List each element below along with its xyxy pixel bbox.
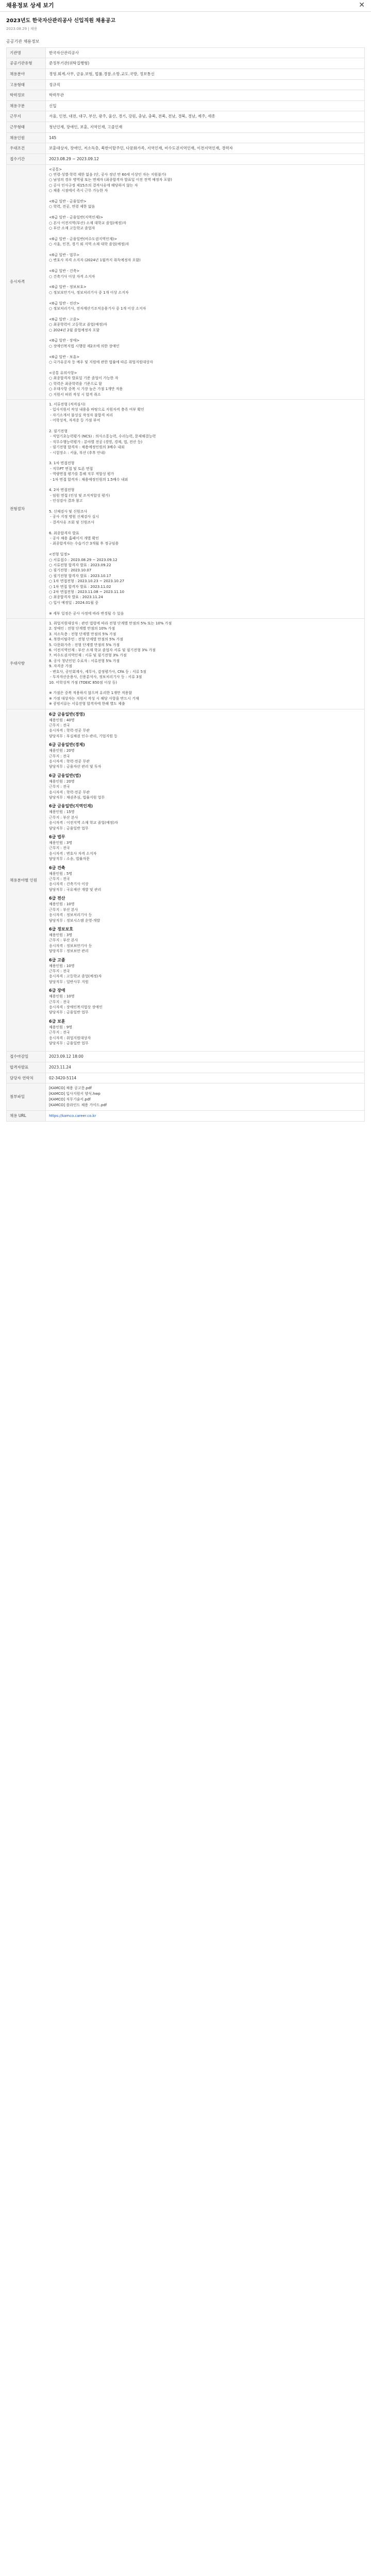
preference-line: 10. 어학성적 가점 (TOEIC 850점 이상 등) <box>49 680 117 685</box>
selection-line: - 직무PT 면접 및 토론 면접 <box>49 466 93 471</box>
row-count <box>7 132 365 143</box>
grade-detail-line: 담당직무 : 금융일반 업무 <box>49 826 89 831</box>
qualification-line: <6급 일반 - 고졸> <box>49 317 80 321</box>
row-type <box>7 58 365 69</box>
selection-line: - 어학성적, 자격증 등 가점 부여 <box>49 418 100 423</box>
contact-label: 담당자 연락처 <box>7 1073 46 1083</box>
period-value: 2023.08.29 ~ 2023.09.12 <box>46 154 365 164</box>
page-title: 채용정보 상세 보기 <box>6 2 54 9</box>
row-period <box>7 154 365 164</box>
qualification-line: <6급 일반 - 금융일반(비수도권지역인재)> <box>49 236 117 241</box>
selection-line: 3. 1차 면접전형 <box>49 461 75 466</box>
grade-detail-line: 응시자격 : 취업지원대상자 <box>49 1036 91 1040</box>
row-url <box>7 1111 365 1122</box>
grade-block <box>49 957 361 985</box>
grade-detail-line: 담당직무 : 금융일반 업무 <box>49 1041 89 1045</box>
attachment-link[interactable]: [KAMCO] 입사지원서 양식.hwp <box>49 1092 100 1096</box>
qualification-line: ○ 장애인복지법 시행령 제2조에 의한 장애인 <box>49 344 120 348</box>
qualification-line: ○ 국가유공자 등 예우 및 지원에 관한 법률에 따른 취업지원대상자 <box>49 360 153 365</box>
row-grades <box>7 709 365 1052</box>
grade-title: 6급 정보보호 <box>49 926 73 931</box>
blank-line <box>49 504 361 509</box>
pref-value: 보훈대상자, 장애인, 저소득층, 북한이탈주민, 다문화가족, 지역인재, 비수도권지역인재, 이전지역인재, 경력자 <box>46 143 365 154</box>
job-value: 경영.회계.사무, 금융.보험, 법률.경찰.소방.교도.국방, 정보통신 <box>46 69 365 79</box>
preference-line: 5. 다문화가족 : 전형 단계별 만점의 5% 가점 <box>49 642 120 647</box>
preference-line: ※ 증빙서류는 서류전형 합격자에 한해 별도 제출 <box>49 702 125 706</box>
selection-line: ○ 1차 면접전형 : 2023.10.23 ~ 2023.10.27 <box>49 579 125 584</box>
qualification-line: <6급 일반 - 법무> <box>49 253 80 258</box>
attachment-link[interactable]: [KAMCO] 직무기술서.pdf <box>49 1097 91 1102</box>
grade-title: 6급 금융일반(경제) <box>49 742 85 748</box>
notice-meta: 2023.08.29 | 채용 <box>6 26 38 31</box>
location-label: 근무지 <box>7 111 46 122</box>
row-hire-type <box>7 100 365 111</box>
grade-detail-line: 근무지 : 부산 본사 <box>49 815 78 820</box>
grade-detail-line: 근무지 : 전국 <box>49 754 70 758</box>
org-label: 기관명 <box>7 47 46 58</box>
blank-line <box>49 333 361 338</box>
preference-body <box>46 619 365 709</box>
selection-line: - 자기소개서 불성실 작성자 불합격 처리 <box>49 413 113 417</box>
grade-block <box>49 834 361 862</box>
grade-detail-line: 담당직무 : 일반사무 지원 <box>49 979 89 984</box>
grade-detail-line: 채용인원 : 10명 <box>49 963 75 968</box>
grade-block <box>49 895 361 923</box>
qualification-line: ○ 공사 인사규정 제15조의 결격사유에 해당하지 않는 자 <box>49 183 138 188</box>
hire-type-label: 채용구분 <box>7 100 46 111</box>
attachment-link[interactable]: [KAMCO] 채용 공고문.pdf <box>49 1086 92 1091</box>
selection-line: ○ 서류전형 합격자 발표 : 2023.09.22 <box>49 563 111 567</box>
blank-line <box>49 455 361 461</box>
grade-block <box>49 1019 361 1046</box>
preference-line: 4. 북한이탈주민 : 전형 단계별 만점의 5% 가점 <box>49 637 123 642</box>
selection-body <box>46 399 365 618</box>
selection-line: - 직무수행능력평가 : 분야별 전공 (경영, 경제, 법, 전산 등) <box>49 439 143 444</box>
qualification-line: ○ 건축기사 이상 자격 소지자 <box>49 274 95 279</box>
form-label: 고용형태 <box>7 79 46 90</box>
grade-block <box>49 773 361 801</box>
blank-line <box>49 349 361 354</box>
qualification-line: <공통 유의사항> <box>49 370 77 375</box>
blank-line <box>49 685 361 690</box>
row-files <box>7 1083 365 1111</box>
qualification-line: <6급 일반 - 전산> <box>49 301 80 306</box>
selection-line: ○ 필기전형 : 2023.10.07 <box>49 568 92 573</box>
selection-lines <box>49 402 361 616</box>
grade-detail-line: 근무지 : 부산 본사 <box>49 938 78 943</box>
row-form <box>7 79 365 90</box>
row-job <box>7 69 365 79</box>
grade-detail-line: 담당직무 : 금융일반 업무 <box>49 1010 89 1015</box>
qualification-line: ○ 남성의 경우 병역필 또는 면제자 (최종합격자 발표일 이전 전역 예정자 포함) <box>49 178 172 182</box>
contact-value: 02-3420-5114 <box>46 1073 365 1083</box>
blank-line <box>49 482 361 487</box>
announce-value: 2023.11.24 <box>46 1062 365 1073</box>
grade-block <box>49 711 361 739</box>
location-value: 서울, 인천, 대전, 대구, 부산, 광주, 울산, 경기, 강원, 충남, 충북, 전북, 전남, 경북, 경남, 제주, 세종 <box>46 111 365 122</box>
blank-line <box>49 231 361 236</box>
grade-detail-line: 응시자격 : 학력·전공 무관 <box>49 728 90 733</box>
grade-title: 6급 고졸 <box>49 957 65 962</box>
grade-detail-line: 채용인원 : 3명 <box>49 841 73 845</box>
grade-detail-line: 응시자격 : 학력·전공 무관 <box>49 790 90 794</box>
grade-title: 6급 금융일반(법) <box>49 773 81 778</box>
recruit-info-table <box>6 47 365 1122</box>
qualification-line: ○ 지원서 허위 작성 시 합격 취소 <box>49 392 101 397</box>
preference-lines <box>49 621 361 706</box>
hire-type-value: 신입 <box>46 100 365 111</box>
attachment-list <box>49 1086 361 1108</box>
grade-title: 6급 금융일반(지역인재) <box>49 804 93 809</box>
selection-line: 6. 최종합격자 발표 <box>49 531 79 535</box>
grade-detail-line: 채용인원 : 10명 <box>49 994 75 999</box>
grade-title: 6급 건축 <box>49 865 65 870</box>
type-label: 공공기관유형 <box>7 58 46 69</box>
grade-title: 6급 보훈 <box>49 1019 65 1024</box>
grade-detail-line: 채용인원 : 40명 <box>49 718 75 722</box>
blank-line <box>49 194 361 199</box>
attachment-link[interactable]: [KAMCO] 블라인드 채용 가이드.pdf <box>49 1103 107 1108</box>
qualification-line: ○ 부산 소재 고등학교 졸업자 <box>49 226 95 231</box>
blank-line <box>49 311 361 316</box>
selection-line: - 시험장소 : 서울, 부산 (추후 안내) <box>49 450 106 455</box>
row-preference-cond <box>7 143 365 154</box>
blank-line <box>49 210 361 215</box>
benefit-value: 청년인재, 장애인, 보훈, 지역인재, 고졸인재 <box>46 122 365 133</box>
qualification-line: ○ 서울, 인천, 경기 외 지역 소재 대학 졸업(예정)자 <box>49 242 129 247</box>
grade-title: 6급 전산 <box>49 896 65 901</box>
deadline-value: 2023.09.12 18:00 <box>46 1052 365 1062</box>
selection-line: - 필기전형 합격자 : 채용예정인원의 3배수 내외 <box>49 445 125 450</box>
grades-body <box>46 709 365 1052</box>
pref-label: 우대조건 <box>7 143 46 154</box>
selection-line: <전형 일정> <box>49 552 71 557</box>
grade-title: 6급 법무 <box>49 835 65 840</box>
qualification-line: <공통> <box>49 167 62 172</box>
preference-line: 3. 저소득층 : 전형 단계별 만점의 5% 가점 <box>49 632 116 636</box>
preference-line: 1. 취업지원대상자 : 관련 법령에 따라 전형 단계별 만점의 5% 또는 10% 가점 <box>49 621 172 626</box>
qualification-line: ○ 본사 이전지역(부산) 소재 대학교 졸업(예정)자 <box>49 221 126 225</box>
selection-line: 1. 서류전형 (적격심사) <box>49 402 86 406</box>
selection-line: - 공사 지정 병원 신체검사 실시 <box>49 515 99 519</box>
blank-line <box>49 279 361 284</box>
grade-detail-line: 응시자격 : 정보보안기사 등 <box>49 943 92 948</box>
qualification-line: ○ 변호사 자격 소지자 (2024년 1월까지 취득예정자 포함) <box>49 258 141 263</box>
qualification-line: ○ 정보보안기사, 정보처리기사 중 1개 이상 소지자 <box>49 290 129 295</box>
selection-line: - 1차 면접 합격자 : 채용예정인원의 1.5배수 내외 <box>49 477 128 482</box>
grade-detail-line: 응시자격 : 이전지역 소재 학교 졸업(예정)자 <box>49 821 118 825</box>
grade-detail-line: 응시자격 : 학력·전공 무관 <box>49 759 90 764</box>
blank-line <box>49 547 361 552</box>
count-label: 채용인원 <box>7 132 46 143</box>
selection-line: ○ 입사 예정일 : 2024.01월 중 <box>49 600 98 605</box>
selection-line: ※ 세부 일정은 공사 사정에 따라 변경될 수 있음 <box>49 611 124 616</box>
qualification-line: <6급 일반 - 보훈> <box>49 354 80 359</box>
qualification-label: 응시자격 <box>7 164 46 399</box>
preference-line: - 투자자산운용사, 신용분석사, 정보처리기사 등 : 서류 3점 <box>49 675 142 680</box>
section-title: 공공기관 채용정보 <box>6 39 40 44</box>
grade-detail-line: 채용인원 : 5명 <box>49 871 73 876</box>
qualification-line: ○ 2024년 2월 졸업예정자 포함 <box>49 328 100 332</box>
grade-block <box>49 803 361 831</box>
row-location <box>7 111 365 122</box>
qualification-lines <box>49 167 361 397</box>
selection-line: 2. 필기전형 <box>49 429 68 433</box>
grade-detail-line: 채용인원 : 15명 <box>49 810 75 815</box>
qualification-line: <6급 일반 - 정보보호> <box>49 285 87 290</box>
preference-line: 6. 이전지역인재 : 부산 소재 학교 졸업자 서류 및 필기전형 3% 가점 <box>49 648 156 653</box>
form-value: 정규직 <box>46 79 365 90</box>
grade-detail-line: 근무지 : 전국 <box>49 723 70 727</box>
grade-detail-line: 채용인원 : 10명 <box>49 902 75 907</box>
grade-title: 6급 금융일반(경영) <box>49 711 85 717</box>
selection-line: ○ 최종합격자 발표 : 2023.11.24 <box>49 595 103 600</box>
qualification-line: ○ 학력, 전공, 연령 제한 없음 <box>49 205 95 209</box>
grade-list <box>49 711 361 1046</box>
row-selection <box>7 399 365 618</box>
row-org <box>7 47 365 58</box>
grade-detail-line: 근무지 : 전국 <box>49 785 70 789</box>
row-preference <box>7 619 365 709</box>
selection-line: - 공사 채용 홈페이지 개별 확인 <box>49 536 99 540</box>
announce-label: 합격자발표 <box>7 1062 46 1073</box>
grade-detail-line: 담당직무 : 부실채권 인수·관리, 기업지원 등 <box>49 734 117 738</box>
qualification-line: <6급 일반 - 장애> <box>49 338 80 343</box>
grade-detail-line: 응시자격 : 장애인복지법상 장애인 <box>49 1005 103 1009</box>
qualification-line: ○ 학력은 최종학력을 기준으로 함 <box>49 381 102 386</box>
qualification-line: <6급 일반 - 금융일반(지역인재)> <box>49 215 104 220</box>
preference-line: 9. 자격증 가점 <box>49 664 72 669</box>
row-contact <box>7 1073 365 1083</box>
selection-line: 4. 2차 면접전형 <box>49 488 75 493</box>
qualification-line: ○ 정보처리기사, 전자계산기조직응용기사 중 1개 이상 소지자 <box>49 307 146 311</box>
grade-detail-line: 근무지 : 전국 <box>49 1030 70 1035</box>
url-body <box>46 1111 365 1122</box>
grade-detail-line: 담당직무 : 정보보안 관리 <box>49 949 89 954</box>
qualification-line: ○ 채용 시점에서 즉시 근무 가능한 자 <box>49 189 108 193</box>
type-value: 준정부기관(위탁집행형) <box>46 58 365 69</box>
selection-line: 5. 신체검사 및 신원조사 <box>49 509 88 514</box>
grade-block <box>49 865 361 893</box>
row-benefit <box>7 122 365 133</box>
grade-block <box>49 742 361 770</box>
selection-line: - 역량면접 평가를 통해 직무 적합성 평가 <box>49 472 114 477</box>
qualification-line: ○ 최종합격자 발표일 기준 졸업이 가능한 자 <box>49 376 119 381</box>
grade-detail-line: 채용인원 : 9명 <box>49 1025 73 1029</box>
preference-line: 2. 장애인 : 전형 단계별 만점의 10% 가점 <box>49 626 115 631</box>
grade-detail-line: 근무지 : 전국 <box>49 877 70 882</box>
grade-detail-line: 채용인원 : 3명 <box>49 933 73 937</box>
grade-detail-line: 근무지 : 전국 <box>49 969 70 973</box>
close-icon[interactable]: ✕ <box>359 1 365 10</box>
org-value: 한국자산관리공사 <box>46 47 365 58</box>
selection-line: ○ 서류접수 : 2023.08.29 ~ 2023.09.12 <box>49 557 117 562</box>
selection-line: - 최종합격자는 수습기간 3개월 후 정규임용 <box>49 541 119 546</box>
qualification-body <box>46 164 365 399</box>
url-label: 채용 URL <box>7 1111 46 1122</box>
row-edu <box>7 90 365 101</box>
qualification-line: <6급 일반 - 금융일반> <box>49 199 87 204</box>
grade-detail-line: 응시자격 : 정보처리기사 등 <box>49 913 92 918</box>
period-label: 접수기간 <box>7 154 46 164</box>
blank-line <box>49 423 361 429</box>
grade-detail-line: 담당직무 : 정보시스템 운영·개발 <box>49 918 100 923</box>
files-label: 첨부파일 <box>7 1083 46 1111</box>
selection-line: - 임원 면접 (인성 및 조직적합성 평가) <box>49 493 110 498</box>
preference-label: 우대사항 <box>7 619 46 709</box>
edu-label: 학력정보 <box>7 90 46 101</box>
grade-title: 6급 장애 <box>49 988 65 993</box>
preference-line: - 변호사, 공인회계사, 세무사, 감정평가사, CFA 등 : 서류 5점 <box>49 669 146 674</box>
grade-detail-line: 근무지 : 전국 <box>49 846 70 851</box>
grade-detail-line: 근무지 : 전국 <box>49 999 70 1004</box>
edu-value: 학력무관 <box>46 90 365 101</box>
recruit-url-link[interactable]: https://kamco.career.co.kr <box>49 1114 96 1118</box>
row-announce <box>7 1062 365 1073</box>
qualification-line: ○ 최종학력이 고등학교 졸업(예정)자 <box>49 323 107 327</box>
blank-line <box>49 365 361 370</box>
selection-line: - 인성검사 결과 참고 <box>49 499 83 503</box>
selection-line: - 입사지원서 작성 내용을 바탕으로 지원자격 충족 여부 확인 <box>49 408 144 412</box>
row-qualification <box>7 164 365 399</box>
grade-detail-line: 응시자격 : 변호사 자격 소지자 <box>49 851 97 856</box>
notice-heading <box>0 12 371 33</box>
selection-line: ○ 필기전형 합격자 발표 : 2023.10.17 <box>49 573 111 578</box>
grade-detail-line: 근무지 : 부산 본사 <box>49 907 78 912</box>
qualification-line: ○ 연령·성별·학력 제한 없음 (단, 공사 정년 만 60세 이상인 자는 지원불가) <box>49 173 166 177</box>
count-value: 145 <box>46 132 365 143</box>
job-label: 채용분야 <box>7 69 46 79</box>
grade-detail-line: 응시자격 : 고등학교 졸업(예정)자 <box>49 974 102 979</box>
row-deadline <box>7 1052 365 1062</box>
blank-line <box>49 605 361 611</box>
grades-label: 채용분야별 인원 <box>7 709 46 1052</box>
grade-block <box>49 926 361 954</box>
blank-line <box>49 263 361 268</box>
grade-block <box>49 988 361 1015</box>
qualification-line: <6급 일반 - 건축> <box>49 269 80 274</box>
grade-detail-line: 담당직무 : 소송, 법률자문 <box>49 857 90 861</box>
grade-detail-line: 채용인원 : 20명 <box>49 779 75 784</box>
notice-title: 2023년도 한국자산관리공사 신입직원 채용공고 <box>6 18 116 24</box>
grade-detail-line: 응시자격 : 건축기사 이상 <box>49 882 89 887</box>
blank-line <box>49 525 361 530</box>
grade-detail-line: 담당직무 : 금융자산 관리 및 투자 <box>49 765 102 769</box>
selection-line: ○ 2차 면접전형 : 2023.11.08 ~ 2023.11.10 <box>49 590 125 595</box>
preference-line: 8. 공사 청년인턴 수료자 : 서류전형 5% 가점 <box>49 658 120 663</box>
files-body <box>46 1083 365 1111</box>
preference-line: ※ 가점은 중복 적용하지 않으며 유리한 1개만 적용함 <box>49 691 132 696</box>
grade-detail-line: 채용인원 : 20명 <box>49 749 75 753</box>
grade-detail-line: 담당직무 : 국유재산 개발 및 관리 <box>49 887 102 892</box>
preference-line: ※ 가점 대상자는 지원서 작성 시 해당 사항을 반드시 기재 <box>49 696 139 701</box>
selection-line: - 직업기초능력평가 (NCS) : 의사소통능력, 수리능력, 문제해결능력 <box>49 434 156 439</box>
qualification-line: ○ 우대사항 중복 시 가장 높은 가점 1개만 적용 <box>49 387 123 392</box>
blank-line <box>49 295 361 300</box>
blank-line <box>49 247 361 252</box>
benefit-label: 근무형태 <box>7 122 46 133</box>
selection-label: 전형절차 <box>7 399 46 618</box>
deadline-label: 접수마감일 <box>7 1052 46 1062</box>
preference-line: 7. 비수도권지역인재 : 서류 및 필기전형 3% 가점 <box>49 653 127 658</box>
selection-line: - 결격사유 조회 및 신원조사 <box>49 520 95 524</box>
top-bar <box>0 0 371 11</box>
selection-line: ○ 1차 면접 합격자 발표 : 2023.11.02 <box>49 584 111 589</box>
grade-detail-line: 담당직무 : 채권추심, 법률지원 업무 <box>49 795 105 800</box>
